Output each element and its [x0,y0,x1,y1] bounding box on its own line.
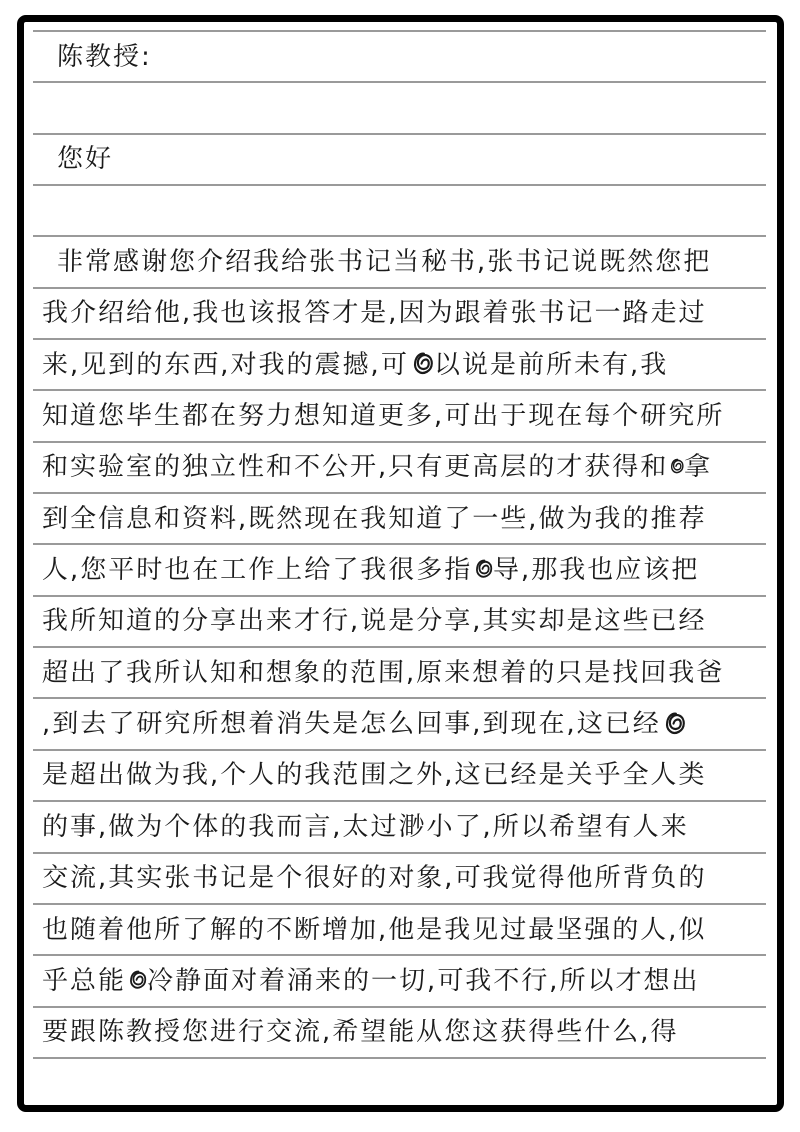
scribble-ink-blot [408,347,435,378]
letter-line [33,237,766,288]
handwritten-text: 和实验室的独立性和不公开,只有更高层的才获得和 [41,452,669,483]
handwritten-text: 乎总能 [41,965,127,996]
letter-line [33,751,766,802]
handwritten-text: 我介绍给他,我也该报答才是,因为跟着张书记一路走过 [41,298,707,329]
letter-line [33,135,766,186]
handwritten-text: 知道您毕生都在努力想知道更多,可出于现在每个研究所 [41,401,725,432]
letter-line [33,186,766,237]
handwritten-text: 陈教授: [56,41,153,72]
handwritten-text: 要跟陈教授您进行交流,希望能从您这获得些什么,得 [41,1017,679,1048]
handwritten-text: 的事,做为个体的我而言,太过渺小了,所以希望有人来 [41,811,690,842]
handwritten-text: 也随着他所了解的不断增加,他是我见过最坚强的人,似 [41,914,707,945]
letter-line [33,340,766,391]
handwritten-text: 冷静面对着涌来的一切,可我不行,所以才想出 [146,965,700,996]
handwritten-text: 交流,其实张书记是个很好的对象,可我觉得他所背负的 [41,863,707,894]
letter-line [33,494,766,545]
handwritten-text: 人,您平时也在工作上给了我很多指 [41,555,473,586]
letter-line [33,545,766,596]
letter-line [33,854,766,905]
notebook-page-border [17,15,784,1112]
scribble-ink-blot [660,707,687,738]
handwritten-text: 非常感谢您介绍我给张书记当秘书,张书记说既然您把 [56,247,712,278]
letter-line [33,391,766,442]
letter-line [33,83,766,134]
letter-line [33,699,766,750]
handwritten-text: 超出了我所认知和想象的范围,原来想着的只是找回我爸 [41,657,725,688]
letter-line [33,597,766,648]
scribble-ink-blot [125,966,148,992]
letter-line [33,905,766,956]
letter-line [33,1008,766,1059]
letter-line [33,443,766,494]
handwritten-text: 我所知道的分享出来才行,说是分享,其实却是这些已经 [41,606,707,637]
handwritten-text: 以说是前所未有,我 [433,349,669,380]
handwritten-text: 到全信息和资料,既然现在我知道了一些,做为我的推荐 [41,503,707,534]
handwritten-text: 导,那我也应该把 [493,555,700,586]
letter-line [33,648,766,699]
handwritten-text: ,到去了研究所想着消失是怎么回事,到现在,这已经 [41,709,662,740]
letter-line [33,289,766,340]
handwritten-text: 是超出做为我,个人的我范围之外,这已经是关乎全人类 [41,760,707,791]
scribble-ink-blot [471,555,494,581]
letter-line [33,956,766,1007]
handwritten-text: 拿 [684,452,713,483]
letter-line [33,32,766,83]
handwritten-text: 来,见到的东西,对我的震撼,可 [41,349,410,380]
scribble-ink-blot [667,455,685,476]
letter-line [33,802,766,853]
handwritten-text: 您好 [56,144,114,175]
letter-body [33,30,766,1059]
